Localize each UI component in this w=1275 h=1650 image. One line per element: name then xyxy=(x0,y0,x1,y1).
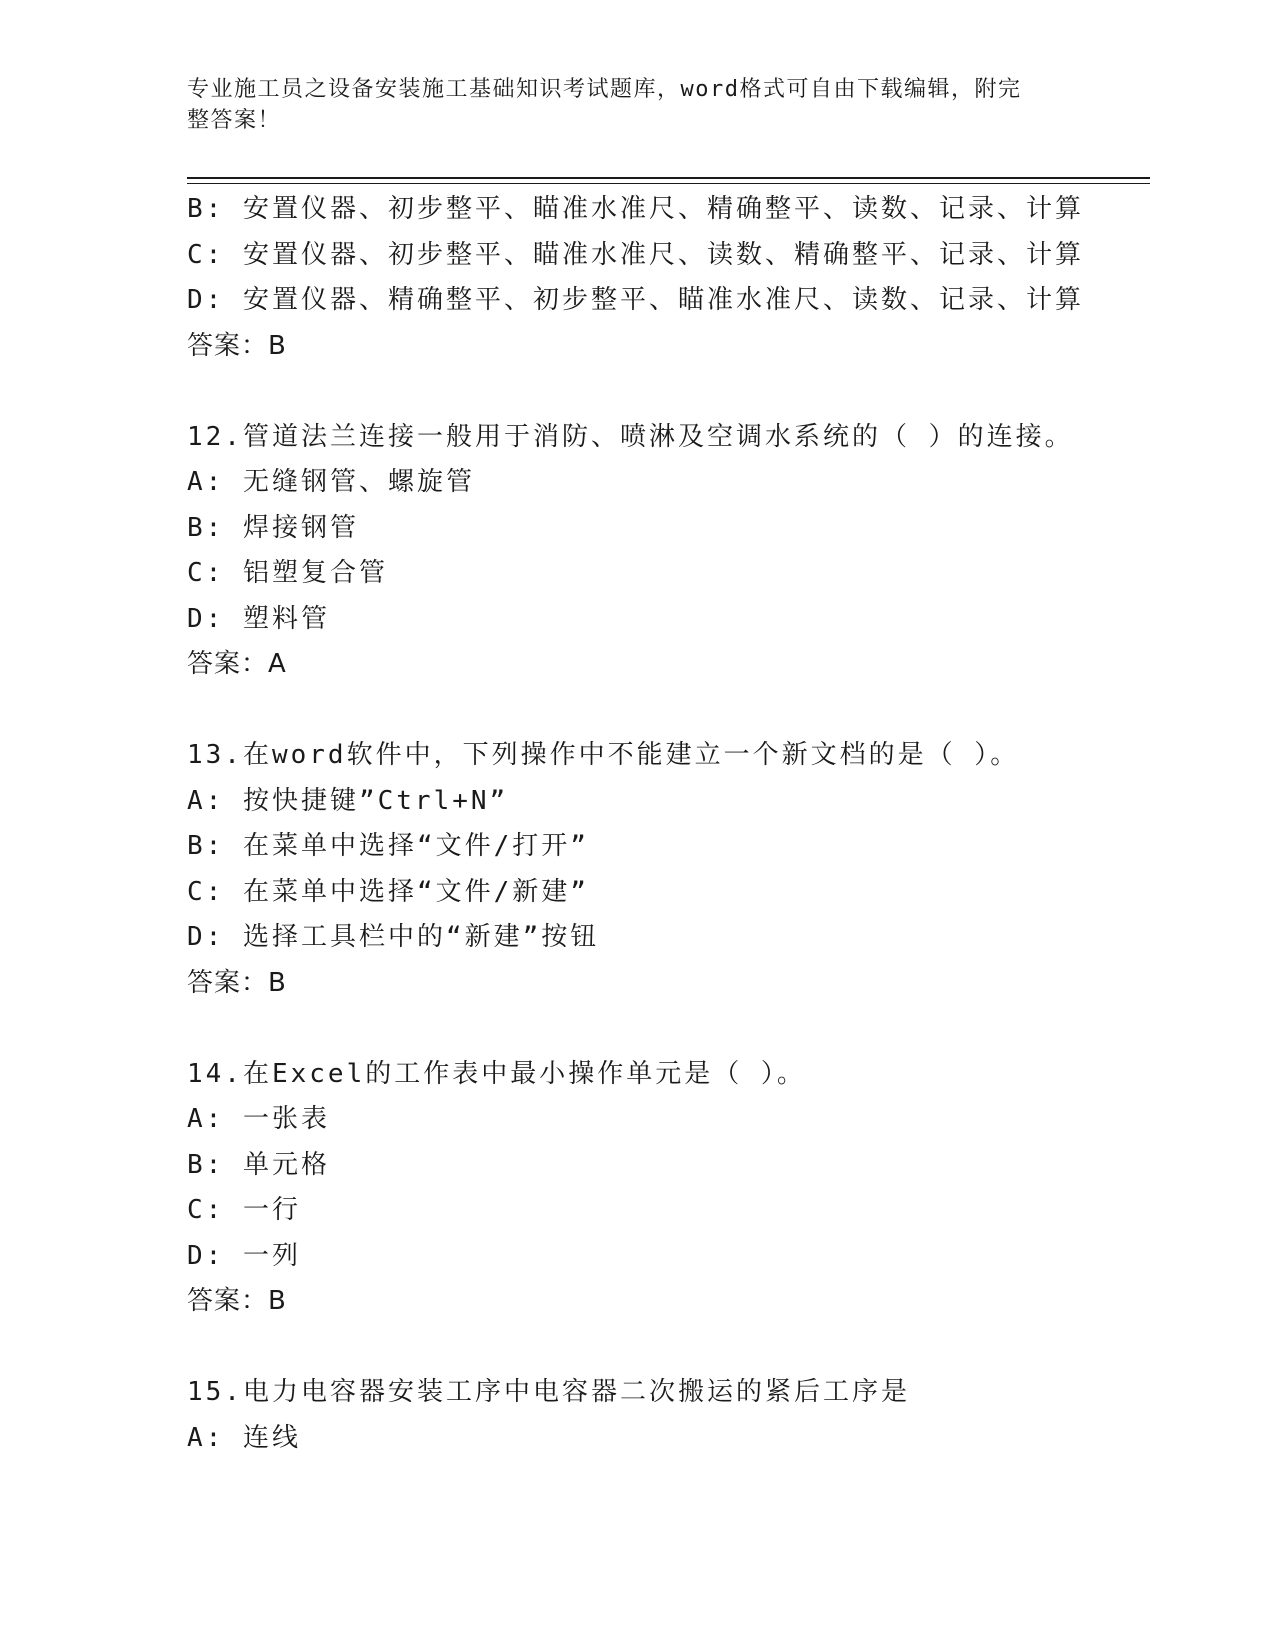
spacer xyxy=(187,688,1087,734)
answer-line: 答案：B xyxy=(187,330,287,361)
question-11-continued xyxy=(187,187,1087,369)
spacer xyxy=(187,369,1087,415)
header-line-2: 整答案！ xyxy=(187,108,282,133)
question-stem: 13.在word软件中，下列操作中不能建立一个新文档的是（ ）。 xyxy=(187,740,1020,770)
option-d: D: 塑料管 xyxy=(187,603,330,634)
option-b: B: 焊接钢管 xyxy=(187,512,359,543)
option-c: C: 铝塑复合管 xyxy=(187,558,388,588)
question-14 xyxy=(187,1052,1087,1325)
document-header xyxy=(187,74,1067,136)
answer-line: 答案：A xyxy=(187,649,287,679)
option-c: C: 在菜单中选择“文件/新建” xyxy=(187,876,589,907)
question-stem: 14.在Excel的工作表中最小操作单元是（ ）。 xyxy=(187,1058,806,1089)
spacer xyxy=(187,1006,1087,1052)
question-15 xyxy=(187,1370,1087,1461)
spacer xyxy=(187,1325,1087,1371)
option-c: C: 安置仪器、初步整平、瞄准水准尺、读数、精确整平、记录、计算 xyxy=(187,239,1084,270)
question-list xyxy=(187,187,1087,1461)
option-a: A: 连线 xyxy=(187,1422,301,1453)
option-b: B: 安置仪器、初步整平、瞄准水准尺、精确整平、读数、记录、计算 xyxy=(187,194,1084,224)
option-b: B: 单元格 xyxy=(187,1149,330,1180)
answer-line: 答案：B xyxy=(187,967,287,998)
option-d: D: 安置仪器、精确整平、初步整平、瞄准水准尺、读数、记录、计算 xyxy=(187,285,1084,315)
option-a: A: 无缝钢管、螺旋管 xyxy=(187,467,475,497)
header-divider-thick xyxy=(187,177,1150,179)
option-d: D: 选择工具栏中的“新建”按钮 xyxy=(187,922,600,952)
option-a: A: 按快捷键”Ctrl+N” xyxy=(187,785,509,816)
header-divider-thin xyxy=(187,183,1150,184)
header-line-1: 专业施工员之设备安装施工基础知识考试题库，word格式可自由下载编辑，附完 xyxy=(187,77,1022,102)
option-a: A: 一张表 xyxy=(187,1104,330,1134)
option-c: C: 一行 xyxy=(187,1195,301,1225)
answer-line: 答案：B xyxy=(187,1286,287,1316)
question-stem: 15.电力电容器安装工序中电容器二次搬运的紧后工序是 xyxy=(187,1377,910,1407)
question-13 xyxy=(187,733,1087,1006)
question-12 xyxy=(187,415,1087,688)
question-stem: 12.管道法兰连接一般用于消防、喷淋及空调水系统的（ ）的连接。 xyxy=(187,421,1074,452)
option-b: B: 在菜单中选择“文件/打开” xyxy=(187,831,589,861)
option-d: D: 一列 xyxy=(187,1240,301,1271)
